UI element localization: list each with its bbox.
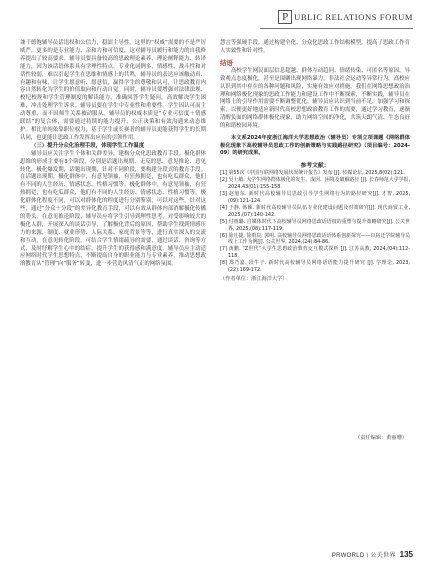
conclusion-body: 高校学生网民面层信息超越、群体互动趋同、情绪传染、可匿名等原因，导致观点态度极化，甚至是围剿出现网络暴力，非法社会运动等异常行为。高校应认识到其中存在的各种问题和风险，实施有效应对措施。我们在网络思想政治治理和网络极化现象的思政工作能力和建设工作中不断探索，不断实践，辅导员在网络上的引导作用需要不断调整优化。辅导员应认识到当前不足，加强学习和探索，以便更好地适应新时代高校思想政治教育工作的需要，通过学习教育，逐渐清醒负面的网络群体极化现象，助力网络空间的净化，共筑天朗气清、生态良好的和谐校园环境。 bbox=[220, 67, 410, 130]
reference-item: [4] 于静, 韩颖. 新时代高校辅导员队伍专业化建设问题及对策研究[J]. 现代商贸工业, 2025,(07):140-142. bbox=[220, 204, 410, 218]
subsection-title: （三）提升分众化治理手段，体现学生工作温度 bbox=[31, 142, 145, 149]
right-intro: 慧言等强硬手段。通过构建全化、分众化思政工作结构模型，提高了思政工作育人实效性和针对性。 bbox=[220, 40, 410, 54]
header-rule bbox=[260, 28, 413, 29]
subsection-body: 辅导员应关注学生个体和关群差异，建构分众化思政教育手段。极化群体思维的形成主要有3个阶段，分别是话题出现期、无反的思、意见推论、意见转化，极化爆发期，话题出现期，针对不同阶段，要构建分段式的教育手段。在话题出现期，极化群体中，有意见领袖，有狂热拥趸，也有吃瓜群众，他们有不同的人生经历、情感状态、性格习惯等。极化群体中，有意见领袖，有狂热拥趸，也有吃瓜群众，他们有不同的人生经历、情感状态、性格习惯等。极化群体化程度不同，可以对群体化的程度进行分别鉴别，可以对这些，针对这些，通过“分众＋分段”的差异化教育手段，可以有效从群体内部消解极化传播的势头，在意见推论阶段，辅导员应将学生引导到理性思考，对受影响较大的极化人群，开展深入的谈话引导，了解极化背后的原因，帮助学生找到情感压力的来源，制度、就业形势、人际关系、家庭背景等等，进行真实深入的交流和互动，在意见转化阶段，可结合学生情绪疏导的需要，通过谈话、咨询等方式，及时纾解学生心中的结症，提升学生的获得感和满意度。辅导员应主动适应网络时代学生思想特点，不断提高自身的职业能力与专业素养，推动思想政治教育从“管理”向“服务”转变，进一步营造风清气正的网络氛围。 bbox=[20, 150, 206, 268]
fund-note: 本文系2024年度浙江海洋大学思想政治（辅导员）专项立项课题《网络群体极化现象下高校辅导员思政工作的创新策略与实践路径研究》（项目编号：2024-09）的研究成果。 bbox=[220, 135, 410, 157]
left-paragraph: 兼干德饱辅导员话语权和公信力，稳固主导性。这里的“权威”需要的不是严厉威严，更多的是专业能力、亲和力和可信度，这对辅导员履行和能力的自我修养提出了较高要求。辅导员要具备较高的思政理论素养、理论阐释能力、转译能力，因为该话语体系具有学理性特点。专业化词例多，情感性、战斗性和对话性较弱，难以引起学生在思维和情感上的共鸣，辅导员的表达应该触动真、有趣和有味，让学生愿意听、愿意信，赢得学生的尊敬和认可，让思政教育内容自然转化为学生的价值取向和行动自觉。同时，辅导员要增强对法律法规、校纪校规和学生管理制度的解读能力，准确回答学生疑问，高效解决学生困难，冲击处理学生诉求。辅导员要在学生中专业性和重要性。学生因认可而主动尊重，而不因师生关系被动服从。辅导员的权威本质是“专业可信度＋情感联结”的复合体，需要通过持续的能力提升、公正决策和有效沟通来动态维护。相比单纯依靠职位权力，基于学生或长赛者的辅导员更能获得学生的长期认同，也更能让思政工作发挥出应有的引领作用。 bbox=[20, 40, 206, 141]
author-affiliation: （作者单位：浙江海洋大学） bbox=[220, 275, 288, 282]
conclusion-title: 结语 bbox=[220, 58, 233, 67]
page-footer bbox=[332, 550, 413, 559]
reference-item: [7] 黄鹏. “Z世代”大学生思想政治教育交互模式探析 [J]. 江苏高教, 2024,(04):112-118. bbox=[220, 246, 410, 260]
references-list bbox=[220, 170, 410, 274]
reference-item: [1] 第55次《中国互联网络发展状况统计报告》发布 [J]. 传媒论坛, 2025,8(02):121. bbox=[220, 170, 405, 177]
reference-item: [3] 赵旭东. 新时代高校辅导员思政引导学生网络行为的路径研究[J]. 才智, 2025,(09):121-124. bbox=[220, 191, 410, 204]
references-title: 参考文献： bbox=[300, 162, 330, 169]
magazine-name: PRWORLD \ 公关世界 bbox=[331, 553, 396, 559]
right-column bbox=[220, 40, 410, 283]
editor-note: （责任编辑：黄丽珊） bbox=[355, 435, 407, 441]
reference-item: [5] 付雨璐. 自媒体时代下高校辅导员网络思政话语权的重塑与提升策略研究[J]. 公关世界, 2025,(08):117-119. bbox=[220, 218, 410, 232]
reference-item: [8] 郑乃嘉, 段牛子. 新时代高校辅导员网络话语能力提升研究 [J]. 学理论, 2023,(22):169-172. bbox=[220, 260, 410, 274]
left-column bbox=[20, 40, 206, 269]
reference-item: [2] 吴士敏. 大学生网络群体极化的发生、成因、困境及破解路径 [J]. 长春师范大学学报, 2024,43(01):155-158. bbox=[220, 177, 410, 191]
journal-header bbox=[278, 8, 413, 26]
reference-item: [6] 徐凡捷, 徐雨辰, 郭明. 高校辅导员网络思政话语体系创新探究——以宿迁学院辅导员线上工作为例[J]. 公关世界, 2024,(24):84-86. bbox=[220, 232, 410, 246]
header-title: UBLIC RELATIONS FORUM bbox=[294, 12, 413, 22]
header-letter: P bbox=[278, 10, 292, 24]
page-number: 135 bbox=[399, 550, 413, 559]
